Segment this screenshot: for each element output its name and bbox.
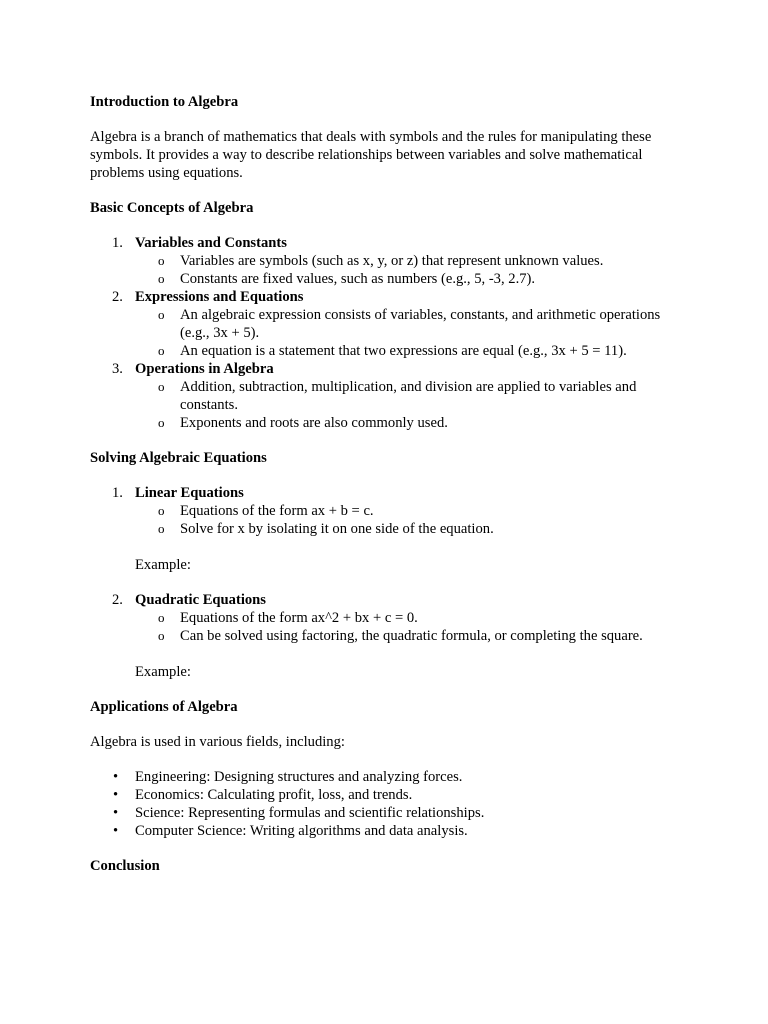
bullet-icon: • (113, 805, 119, 821)
sub-list (135, 609, 690, 645)
list-item (90, 360, 690, 432)
solving-list (90, 484, 690, 538)
sub-item-text: Equations of the form ax^2 + bx + c = 0. (180, 610, 418, 626)
sub-list-item (135, 378, 690, 414)
sub-item-text: Equations of the form ax + b = c. (180, 503, 374, 519)
item-title: Variables and Constants (135, 235, 287, 251)
sub-list (135, 378, 690, 432)
item-title: Linear Equations (135, 485, 244, 501)
sub-list-item (135, 520, 690, 538)
sub-item-text: Addition, subtraction, multiplication, and division are applied to variables and constants. (180, 379, 637, 413)
item-title: Quadratic Equations (135, 592, 266, 608)
sub-list-item (135, 609, 690, 627)
list-item (90, 768, 690, 786)
example-label: Example: (135, 664, 191, 680)
circle-bullet-icon: o (158, 610, 165, 625)
section-heading-conclusion: Conclusion (90, 858, 160, 874)
list-item (90, 484, 690, 538)
document-page (90, 93, 690, 875)
list-item (90, 288, 690, 360)
circle-bullet-icon: o (158, 503, 165, 518)
sub-list-item (135, 627, 690, 645)
sub-item-text: Constants are fixed values, such as numbers (e.g., 5, -3, 2.7). (180, 271, 536, 287)
list-item (90, 804, 690, 822)
circle-bullet-icon: o (158, 379, 165, 394)
list-number: 1. (112, 235, 123, 251)
circle-bullet-icon: o (158, 415, 165, 430)
sub-list-item (135, 342, 690, 360)
sub-list-item (135, 414, 690, 432)
item-title: Expressions and Equations (135, 289, 304, 305)
sub-item-text: Variables are symbols (such as x, y, or z) that represent unknown values. (180, 253, 604, 269)
circle-bullet-icon: o (158, 253, 165, 268)
sub-item-text: Can be solved using factoring, the quadratic formula, or completing the square. (180, 628, 643, 644)
basic-concepts-list (90, 234, 690, 432)
bullet-text: Science: Representing formulas and scientific relationships. (135, 805, 485, 821)
solving-list-continued (90, 591, 690, 645)
sub-list-item (135, 502, 690, 520)
bullet-text: Engineering: Designing structures and analyzing forces. (135, 769, 463, 785)
list-item (90, 822, 690, 840)
bullet-text: Economics: Calculating profit, loss, and trends. (135, 787, 413, 803)
applications-list (90, 768, 690, 840)
list-item (90, 786, 690, 804)
list-number: 3. (112, 361, 123, 377)
sub-list-item (135, 270, 690, 288)
sub-list (135, 252, 690, 288)
applications-intro: Algebra is used in various fields, including: (90, 734, 345, 750)
sub-item-text: An algebraic expression consists of variables, constants, and arithmetic operations (e.g., 3x + 5). (180, 307, 661, 341)
intro-paragraph: Algebra is a branch of mathematics that deals with symbols and the rules for manipulating these symbols. It provides a way to describe relationships between variables and solve mathematical problems using equations. (90, 129, 652, 181)
sub-item-text: Exponents and roots are also commonly used. (180, 415, 448, 431)
circle-bullet-icon: o (158, 343, 165, 358)
section-heading-basic-concepts: Basic Concepts of Algebra (90, 200, 254, 216)
list-number: 1. (112, 485, 123, 501)
list-number: 2. (112, 289, 123, 305)
section-heading-solving: Solving Algebraic Equations (90, 450, 267, 466)
sub-list-item (135, 252, 690, 270)
example-label: Example: (135, 557, 191, 573)
bullet-text: Computer Science: Writing algorithms and data analysis. (135, 823, 468, 839)
sub-list (135, 306, 690, 360)
bullet-icon: • (113, 769, 119, 785)
sub-item-text: An equation is a statement that two expressions are equal (e.g., 3x + 5 = 11). (180, 343, 627, 359)
circle-bullet-icon: o (158, 307, 165, 322)
list-item (90, 234, 690, 288)
circle-bullet-icon: o (158, 271, 165, 286)
item-title: Operations in Algebra (135, 361, 274, 377)
circle-bullet-icon: o (158, 628, 165, 643)
sub-list (135, 502, 690, 538)
list-item (90, 591, 690, 645)
sub-item-text: Solve for x by isolating it on one side of the equation. (180, 521, 494, 537)
list-number: 2. (112, 592, 123, 608)
doc-title: Introduction to Algebra (90, 94, 239, 110)
circle-bullet-icon: o (158, 521, 165, 536)
sub-list-item (135, 306, 690, 342)
section-heading-applications: Applications of Algebra (90, 699, 238, 715)
bullet-icon: • (113, 823, 119, 839)
bullet-icon: • (113, 787, 119, 803)
